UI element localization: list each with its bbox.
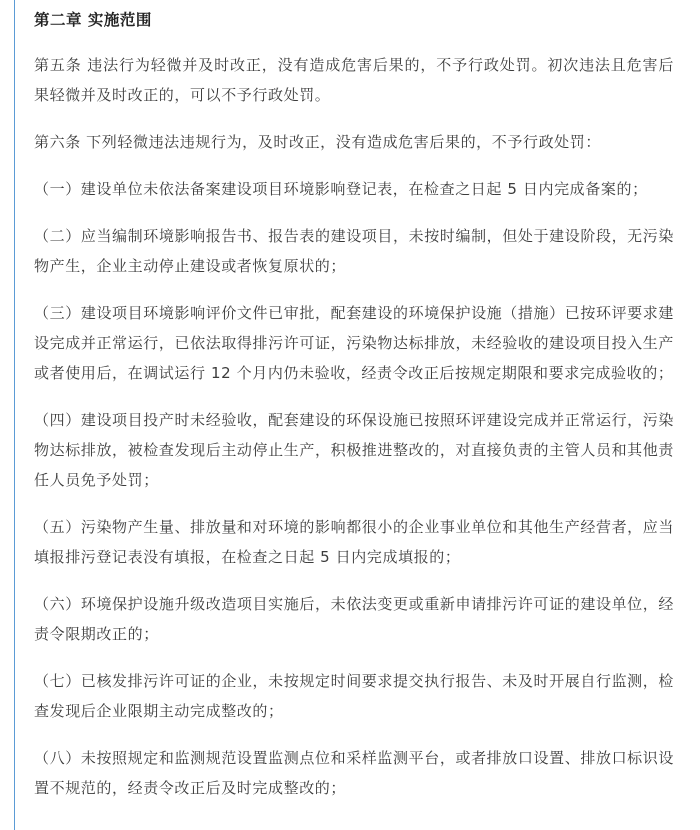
- chapter-title: 第二章 实施范围: [34, 11, 152, 29]
- list-item-5: （五）污染物产生量、排放量和对环境的影响都很小的企业事业单位和其他生产经营者，应当填报排污登记表没有填报，在检查之日起 5 日内完成填报的；: [34, 518, 674, 566]
- list-item-7: （七）已核发排污许可证的企业，未按规定时间要求提交执行报告、未及时开展自行监测，检查发现后企业限期主动完成整改的；: [34, 672, 674, 720]
- list-item-4: （四）建设项目投产时未经验收，配套建设的环保设施已按照环评建设完成并正常运行，污染物达标排放，被检查发现后主动停止生产，积极推进整改的，对直接负责的主管人员和其他责任人员免予处罚；: [34, 411, 674, 489]
- article-5: 第五条 违法行为轻微并及时改正，没有造成危害后果的，不予行政处罚。初次违法且危害后果轻微并及时改正的，可以不予行政处罚。: [34, 56, 674, 104]
- list-item-2: （二）应当编制环境影响报告书、报告表的建设项目，未按时编制，但处于建设阶段，无污染物产生，企业主动停止建设或者恢复原状的；: [34, 227, 674, 275]
- document-body: [34, 8, 674, 820]
- list-item-1: （一）建设单位未依法备案建设项目环境影响登记表，在检查之日起 5 日内完成备案的；: [34, 180, 648, 198]
- list-item-6: （六）环境保护设施升级改造项目实施后，未依法变更或重新申请排污许可证的建设单位，经责令限期改正的；: [34, 595, 674, 643]
- list-item-8: （八）未按照规定和监测规范设置监测点位和采样监测平台，或者排放口设置、排放口标识设置不规范的，经责令改正后及时完成整改的；: [34, 749, 674, 797]
- article-6: 第六条 下列轻微违法违规行为，及时改正，没有造成危害后果的，不予行政处罚：: [34, 133, 601, 151]
- left-border-rule: [14, 0, 15, 830]
- list-item-3: （三）建设项目环境影响评价文件已审批，配套建设的环境保护设施（措施）已按环评要求建设完成并正常运行，已依法取得排污许可证，污染物达标排放，未经验收的建设项目投入生产或者使用后，在调试运行 12 个月内仍未验收，经责令改正后按规定期限和要求完成验收的；: [34, 304, 674, 382]
